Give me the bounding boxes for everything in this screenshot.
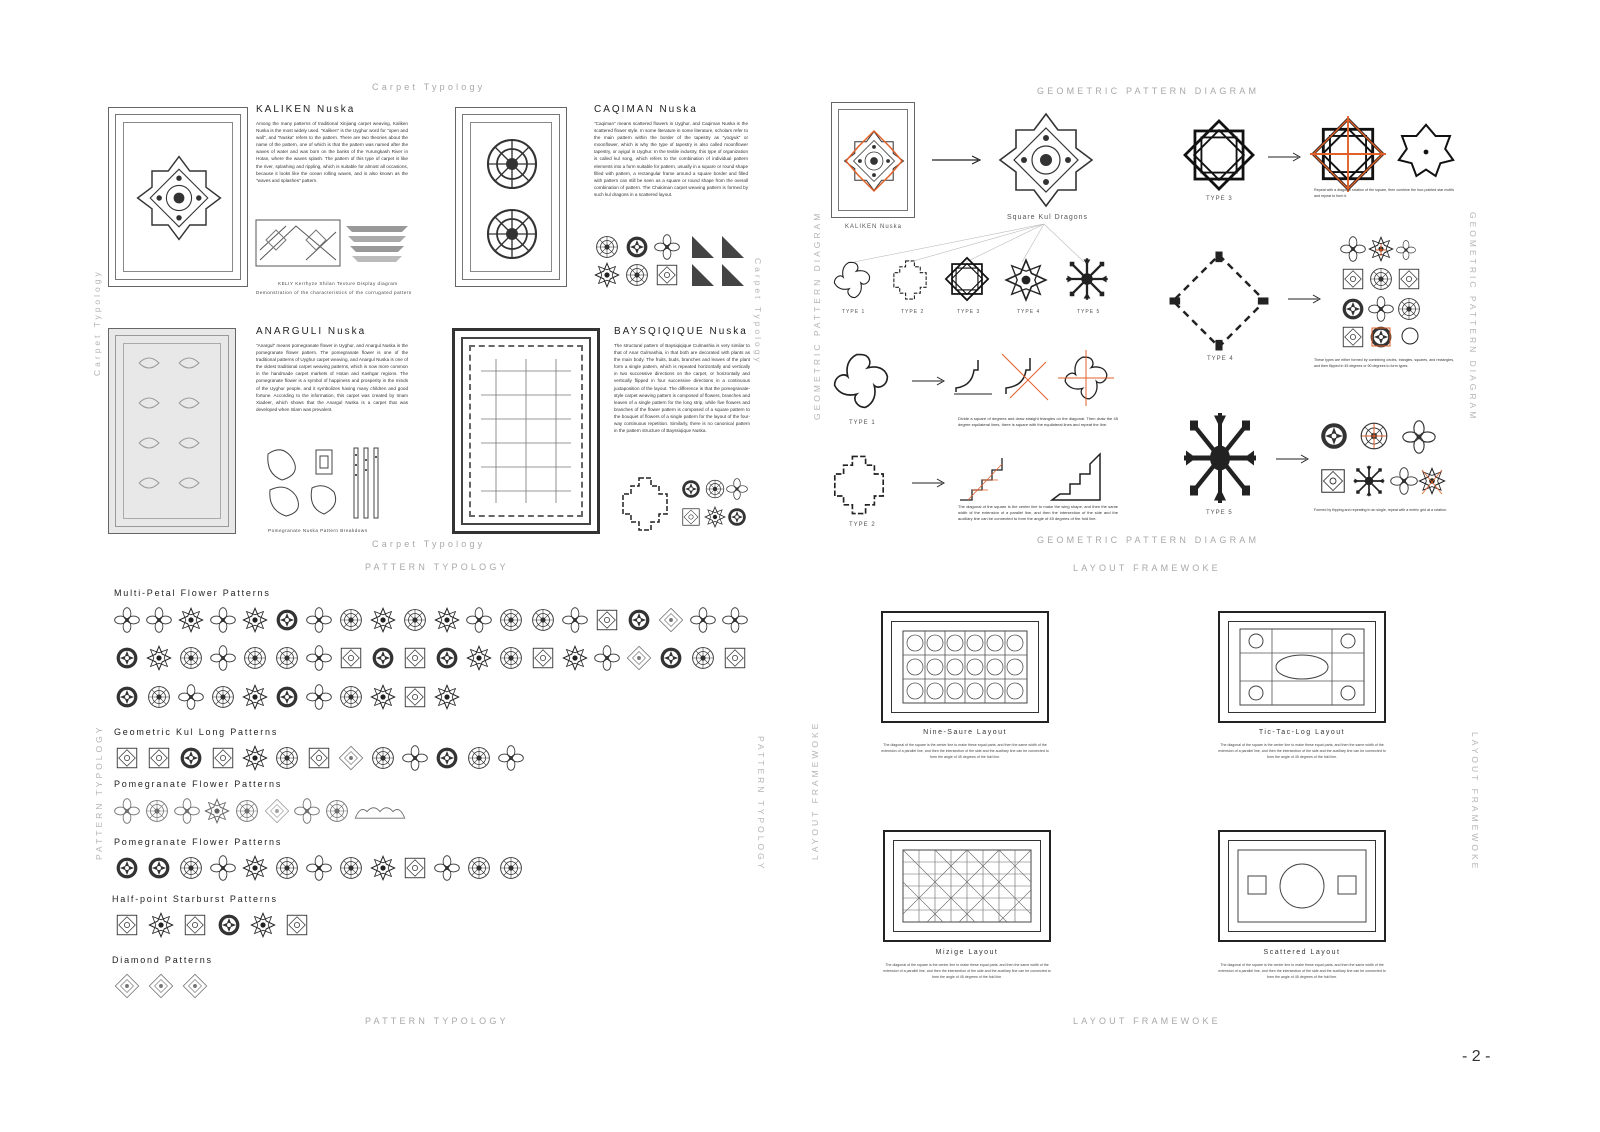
geometric-title: GEOMETRIC PATTERN DIAGRAM [1037,86,1260,96]
rosette-icon [594,234,620,260]
carpet-typology-footer: Carpet Typology [372,539,486,549]
diamond-icon [338,745,364,771]
flower-icon [306,645,332,671]
anarguli-carpet-image [108,328,236,534]
tic-tac-log-layout-note: The diagonal of the square is the center line to make these equal parts, and then the same width of the extension of a parallel line, and then the intersection of the side and the auxiliary line can be connected to form the angle of 45 degrees of the fold line. [1218,743,1386,759]
small-type-1-label: TYPE 1 [842,309,866,315]
baysqique-stepped-icon [614,474,676,534]
square-motif-icon [284,912,310,938]
star-icon [370,684,396,710]
layout-footer: LAYOUT FRAMEWOKE [1073,1016,1221,1026]
star-icon [370,855,396,881]
type-3-result-icon [1394,120,1458,184]
diamond-icon [148,973,174,999]
caqiman-text: "Caqiman" means scattered flowers in Uyghur, and Caqiman Nuska is the scattered flower style. In some literature in some literature, scholars refer to the main pattern within the border of the tapestry as "yoqyuk" or moonflower, which is why the type of tapestry is also called moonflower tapestry, or ayigul in Uyghur. In the textile industry, this type of organization is called kul song, which refers to the combination of individual pattern elements into a form suitable for pattern, usually in a square or round shape filled with pattern, a rectangular frame around a square border and filled with pattern can still be seen as a square or round shape from the overall combination of pattern. The Chakiman carpet weaving pattern is formed by such kul dragons in a scattered layout. [594,121,748,197]
flower-icon [594,645,620,671]
flower-icon [498,745,524,771]
arrow-right-icon [932,154,982,166]
dark-rosette-icon [114,855,140,881]
dark-rosette-icon [626,607,652,633]
small-type-2-icon [888,258,932,302]
geometric-kaliken-thumb [831,102,915,218]
kaliken-caption-1: KELIY Kerrhyze Shilan Texture Display diagram [278,281,398,286]
geometric-kaliken-label: KALIKEN Nuska [845,224,903,230]
type-5-snowflake-icon [1180,408,1260,508]
star-icon [594,262,620,288]
type-4-label: TYPE 4 [1207,356,1234,362]
anarguli-breakdown-diagram [262,444,408,522]
rosette-icon [178,855,204,881]
multi-petal-row-3 [114,684,460,710]
caqiman-stepped-corners [690,234,748,288]
pattern-typology-title: PATTERN TYPOLOGY [365,562,509,572]
type-2-label: TYPE 2 [849,522,876,528]
square-motif-icon [594,607,620,633]
caqiman-title: CAQIMAN Nuska [594,104,698,115]
type-1-label: TYPE 1 [849,420,876,426]
star-icon [466,645,492,671]
rosette-icon [690,645,716,671]
geometric-footer: GEOMETRIC PATTERN DIAGRAM [1037,535,1260,545]
flower-icon [306,855,332,881]
baysqique-text: The structural pattern of Baysiqiqique Culmashia is very similar to that of Anar Gulmashia, in that both are decorated with plants as the main body. The fruits, buds, branches and leaves of the plant form a single pattern, which is repeated horizontally and vertically in two successive directions on the carpet, or horizontally and vertically flipped in four successive directions in a continuous juxtaposition of the layout. The difference is that the pomegranate-style carpet weaving pattern is composed of flowers, branches and leaves of a single pattern for the long strip, while five flowers and branches of the flower pattern is composed of a square pattern to the bouquet of flowers of a single pattern for the layout of the four-way continuous repetition. Similarly, there is no canonical pattern in the pattern structure of Bayssiqique Nuska. [614,343,750,434]
rosette-icon [466,855,492,881]
dark-rosette-icon [370,645,396,671]
dark-rosette-icon [114,645,140,671]
dark-rosette-icon [658,645,684,671]
star-icon [242,684,268,710]
square-motif-icon [146,745,172,771]
kaliken-wave-stack [344,220,410,266]
small-type-4-icon [1004,258,1048,302]
square-motif-icon [402,684,428,710]
small-type-4-label: TYPE 4 [1017,309,1041,315]
starburst-row [114,912,310,938]
anarguli-title: ANARGULI Nuska [256,326,367,337]
caqiman-rosette-bottom-icon [482,204,542,264]
square-motif-icon [530,645,556,671]
type-2-shape-icon [826,452,892,518]
baysqique-motif-cluster [680,478,748,532]
type-1-shape-icon [828,348,894,414]
flower-icon [114,798,140,824]
small-type-5-icon [1064,256,1110,302]
flower-icon [722,607,748,633]
group-title-diamond: Diamond Patterns [112,955,213,965]
square-motif-icon [654,262,680,288]
rosette-icon [498,855,524,881]
rosette-icon [146,684,172,710]
page-number: - 2 - [1462,1048,1491,1065]
pomegranate-row-2 [114,855,524,881]
group-title-pomegranate-2: Pomegranate Flower Patterns [114,837,283,847]
square-kul-dragon-icon [996,110,1096,210]
kaliken-medallion-icon [134,148,224,248]
rosette-icon [274,745,300,771]
type-3-label: TYPE 3 [1206,196,1233,202]
type-1-step-a [952,356,996,396]
rosette-icon [144,798,170,824]
flower-icon [210,607,236,633]
type-3-construction-icon [1310,116,1386,192]
type-2-step-a [958,456,1008,502]
layout-side-right: LAYOUT FRAMEWOKE [1470,732,1480,872]
square-motif-icon [114,745,140,771]
type-4-elements-grid [1340,236,1424,352]
group-title-starburst: Half-point Starburst Patterns [112,894,278,904]
flower-icon [210,855,236,881]
dark-rosette-icon [178,745,204,771]
pattern-typology-side-right: PATTERN TYPOLOGY [756,736,766,872]
type-5-elements-grid [1318,420,1446,502]
geometric-side-left: GEOMETRIC PATTERN DIAGRAM [812,210,822,420]
kaliken-title: KALIKEN Nuska [256,104,356,115]
flower-icon [178,684,204,710]
flower-icon [466,607,492,633]
type-5-note: Formed by flipping and repeating in an single, repeat with a metric grid at a rotation. [1314,508,1448,512]
type-3-octagram-icon [1182,118,1256,192]
flower-icon [306,607,332,633]
square-motif-icon [402,645,428,671]
rosette-icon [234,798,260,824]
flower-icon [402,745,428,771]
flower-icon [562,607,588,633]
square-motif-icon [338,645,364,671]
type-3-note: Repeat with a diagonal rotation of the square, then combine the four-pointed star motifs and repeat to form it. [1314,188,1454,198]
flower-icon [654,234,680,260]
carpet-typology-title: Carpet Typology [372,82,486,92]
nine-square-layout-diagram [881,611,1049,723]
arrow-right-icon [1276,454,1310,464]
type-4-note: These types are either formed by combining circles, triangles, squares, and rectangles, and then flipped in 45 degrees or 90 degrees to form types. [1314,358,1454,368]
dark-rosette-icon [274,684,300,710]
arrow-right-icon [912,376,946,386]
square-motif-icon [182,912,208,938]
rosette-icon [274,855,300,881]
diamond-row [114,973,208,999]
anarguli-field-pattern [129,353,217,511]
geometric-side-right: GEOMETRIC PATTERN DIAGRAM [1468,212,1478,422]
flower-icon [210,645,236,671]
rosette-icon [624,262,650,288]
arrow-right-icon [1268,152,1302,162]
type-2-step-b [1050,452,1102,502]
star-icon [242,745,268,771]
small-type-2-label: TYPE 2 [901,309,925,315]
small-type-5-label: TYPE 5 [1077,309,1101,315]
group-title-geometric-kul: Geometric Kul Long Patterns [114,727,279,737]
flower-icon [690,607,716,633]
square-kul-label: Square Kul Dragons [1007,214,1089,221]
kaliken-text: Among the many patterns of traditional Xinjiang carpet weaving, Kaliken Nuska is the most widely used. "Kaliken" is the Uyghur word for "open and wall", and "Nuska" refers to the pattern. There are two theories about the name of the pattern, one of which is that the pattern was named after the waves of water and was born on the banks of the Yurungkash River in Hotan, where the waves splash. The pattern of this type of carpet is like the river, splashing and rippling, which is suitable for almost all occasions, because it looks like the ocean rolling waves, and is also known as the "waves and splashes" pattern. [256,121,408,183]
star-icon [204,798,230,824]
kaliken-carpet-image [108,107,248,287]
square-motif-icon [210,745,236,771]
flower-icon [174,798,200,824]
star-icon [370,607,396,633]
mizige-grid [903,850,1031,922]
nine-square-layout-title: Nine-Saure Layout [923,729,1007,736]
kaliken-detail-diagram [256,220,340,266]
star-icon [250,912,276,938]
star-icon [434,684,460,710]
layout-side-left: LAYOUT FRAMEWOKE [810,720,820,860]
type-4-diamond-frame-icon [1166,248,1272,354]
tic-tac-log-grid [1240,629,1364,705]
caqiman-carpet-image [455,107,567,287]
rosette-icon [498,607,524,633]
diamond-icon [182,973,208,999]
mizige-layout-note: The diagonal of the square is the center line to make these equal parts, and then the same width of the extension of a parallel line, and then the intersection of the side and the auxiliary line can be connected to form the angle of 45 degrees of the fold line. [883,963,1051,979]
dark-rosette-icon [434,745,460,771]
type-1-step-c [1058,350,1114,406]
multi-petal-row-2 [114,645,748,671]
arrow-right-icon [1288,294,1322,304]
caqiman-rosette-top-icon [482,134,542,194]
anarguli-caption: Pomegranate Nuska Pattern Breakdown [268,528,368,533]
arrow-right-icon [912,478,946,488]
kaliken-caption-2: Demonstration of the characteristics of the corrugated pattern [256,290,412,295]
rosette-icon [338,684,364,710]
caqiman-motifs-row-1 [594,234,680,260]
small-type-1-icon [830,258,874,302]
diamond-icon [264,798,290,824]
mizige-layout-diagram [883,830,1051,942]
type-1-note: Divide a square of degrees and draw straight triangles on the diagonal. Then draw the 45 degree equilateral lines, there is square with the equilateral lines and repeat the line. [958,416,1118,427]
diamond-icon [658,607,684,633]
dark-rosette-icon [216,912,242,938]
pomegranate-row-1 [114,798,406,824]
rosette-icon [324,798,350,824]
anarguli-text: "Anargul" means pomegranate flower in Uyghur, and Anargul Nuska is the pomegranate flower pattern. The pomegranate flower is one of the traditional patterns of Uyghur carpet weaving, and Anargul Nuska is one of the oldest traditional carpet weaving patterns, which is now more common in the handmade carpet markets of Hotan and Kashgar regions. The pomegranate flower is a symbol of happiness and prosperity in the minds of the Uyghur people, and it symbolizes having many children and good fortune. According to the information, this carpet was created by Imam Xiadeer, which shows that the Anargul Nuska is a carpet that was developed when Islam was prevalent. [256,343,408,412]
flower-icon [114,607,140,633]
flower-icon [146,607,172,633]
tic-tac-log-layout-title: Tic-Tac-Log Layout [1258,729,1346,736]
rosette-icon [178,645,204,671]
carpet-typology-side-right: Carpet Typology [753,258,763,365]
pattern-typology-side-left: PATTERN TYPOLOGY [94,724,104,860]
rosette-icon [338,607,364,633]
rosette-icon [210,684,236,710]
star-icon [242,855,268,881]
kaliken-red-outline [844,129,904,193]
rosette-icon [370,745,396,771]
diamond-icon [114,973,140,999]
carpet-typology-side-left: Carpet Typology [92,269,102,376]
group-title-pomegranate-1: Pomegranate Flower Patterns [114,779,283,789]
rosette-icon [274,645,300,671]
rosette-icon [530,607,556,633]
scattered-grid [1238,850,1366,922]
rosette-icon [498,645,524,671]
rosette-icon [338,855,364,881]
dark-rosette-icon [624,234,650,260]
scattered-layout-title: Scattered Layout [1263,949,1341,956]
diamond-icon [626,645,652,671]
baysqique-title: BAYSQIQIQUE Nuska [614,326,748,337]
rosette-icon [466,745,492,771]
nine-square-grid [903,631,1027,703]
square-motif-icon [722,645,748,671]
rosette-icon [242,645,268,671]
tic-tac-log-layout-diagram [1218,611,1386,723]
dark-rosette-icon [114,684,140,710]
nine-square-layout-note: The diagonal of the square is the center line to make these equal parts, and then the same width of the extension of a parallel line, and then the intersection of the side and the auxiliary line can be connected to form the angle of 45 degrees of the fold line. [881,743,1049,759]
dark-rosette-icon [434,645,460,671]
type-1-step-b [1000,352,1050,402]
dark-rosette-icon [274,607,300,633]
geometric-kul-row [114,745,524,771]
mizige-layout-title: Mizige Layout [935,949,999,956]
flower-icon [306,684,332,710]
type-2-note: The diagonal of the square is the center line to make the wing shape, and then the same width of the extension of a parallel line, and then the intersection of the side and the auxiliary line can be connected to form the angle of 45 degrees of the fold line. [958,504,1118,521]
star-icon [178,607,204,633]
star-icon [434,607,460,633]
square-motif-icon [402,855,428,881]
pattern-typology-footer: PATTERN TYPOLOGY [365,1016,509,1026]
small-type-3-label: TYPE 3 [957,309,981,315]
multi-petal-row-1 [114,607,748,633]
baysqique-carpet-image [452,328,600,534]
square-motif-icon [114,912,140,938]
layout-title: LAYOUT FRAMEWOKE [1073,563,1221,573]
baysqique-field-pattern [481,359,571,503]
star-icon [148,912,174,938]
star-icon [146,645,172,671]
dark-rosette-icon [146,855,172,881]
star-icon [562,645,588,671]
rosette-icon [402,607,428,633]
group-title-multi-petal: Multi-Petal Flower Patterns [114,588,271,598]
flower-icon [294,798,320,824]
type-5-label: TYPE 5 [1206,510,1233,516]
square-motif-icon [306,745,332,771]
scattered-layout-diagram [1218,830,1386,942]
small-type-3-icon [944,256,990,302]
flower-icon [434,855,460,881]
pomegranate-border-icon [354,800,406,822]
scattered-layout-note: The diagonal of the square is the center line to make these equal parts, and then the same width of the extension of a parallel line, and then the intersection of the side and the auxiliary line can be connected to form the angle of 45 degrees of the fold line. [1218,963,1386,979]
caqiman-motifs-row-2 [594,262,680,288]
star-icon [242,607,268,633]
